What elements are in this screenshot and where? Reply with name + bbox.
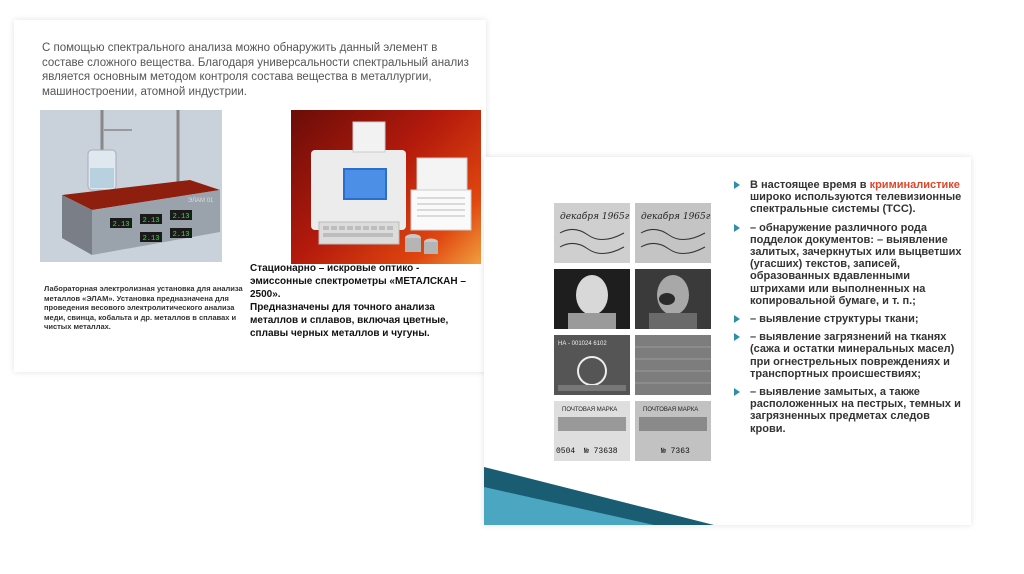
display-1: 2.13	[112, 221, 130, 229]
bullet-item-blood	[734, 386, 962, 435]
bullet2-text: – обнаружение различного рода подделок документов: – выявление залитых, зачеркнутых или выцветших (угасших) текстов, записей, образованных вдавленными штрихами или выполненных на копировальной бумаге, и т. п.;	[750, 221, 962, 307]
spectrometer-drawing	[291, 110, 481, 264]
electrolysis-setup-drawing	[40, 110, 222, 262]
banknote-label-1: ПОЧТОВАЯ МАРКА	[562, 407, 618, 413]
bullet-arrow-icon	[734, 224, 740, 232]
banknote-number-left2: № 73638	[584, 447, 618, 456]
texture-photo-1	[635, 335, 711, 395]
bullet1-text-before: В настоящее время в	[750, 179, 870, 191]
bullet-list	[734, 179, 962, 441]
document-photo-2	[635, 203, 711, 263]
intro-paragraph: С помощью спектрального анализа можно обнаружить данный элемент в составе сложного вещества. Благодаря универсальности спектральный анализ является основным методом контроля состава вещества в металлургии, машиностроении, атомной индустрии.	[42, 42, 469, 98]
document-photo-1	[554, 203, 630, 263]
bullet-arrow-icon	[734, 315, 740, 323]
bullet-arrow-icon	[734, 388, 740, 396]
bullet4-text: – выявление загрязнений на тканях (сажа и остатки минеральных масел) при огнестрельных повреждениях и транспортных происшествиях;	[750, 331, 955, 380]
lab-setup-caption: Лабораторная электролизная установка для анализа металлов «ЭЛАМ». Установка предназначена для проведения весового электролитического анализа меди, свинца, кобальта и др. металлов в сплавах и чистых металлах.	[44, 284, 243, 331]
display-3: 2.13	[172, 213, 190, 221]
banknote-photo-2	[635, 401, 711, 461]
bullet1-text-after: широко используются телевизионные спектральные системы (ТСС).	[750, 191, 962, 216]
banknote-number-left: 0504	[556, 447, 576, 456]
doc-handwriting-2: декабря 1965г	[641, 212, 711, 222]
display-5: 2.13	[172, 231, 190, 239]
banknote-label-2: ПОЧТОВАЯ МАРКА	[643, 407, 699, 413]
left-slide	[14, 20, 486, 372]
electrolysis-setup-photo	[40, 110, 222, 262]
display-4: 2.13	[142, 235, 160, 243]
bullet1-highlight: криминалистике	[869, 179, 960, 191]
spectrometer-caption-body: Предназначены для точного анализа металлов и сплавов, включая цветные, сплавы черных металлов и чугуны.	[250, 302, 449, 339]
stamp-top-text: НА - 001024 6102	[558, 341, 607, 347]
device-label: ЭЛАМ 01	[188, 198, 214, 204]
banknote-photo-1	[554, 401, 630, 461]
bullet-item-contamination	[734, 331, 962, 380]
right-slide	[484, 157, 971, 525]
bullet-arrow-icon	[734, 333, 740, 341]
bullet-item-forgery	[734, 222, 962, 307]
portrait-photo-1	[554, 269, 630, 329]
portrait-photo-2	[635, 269, 711, 329]
bullet-arrow-icon	[734, 181, 740, 189]
bullet3-text: – выявление структуры ткани;	[750, 313, 919, 326]
stamp-photo-1	[554, 335, 630, 395]
display-2: 2.13	[142, 217, 160, 225]
banknote-number-right: № 7363	[661, 447, 690, 456]
spectrometer-caption	[250, 262, 480, 340]
spectrometer-caption-title: Стационарно – искровые оптико - эмиссонные спектрометры «МЕТАЛСКАН –2500».	[250, 263, 466, 300]
bullet5-text: – выявление замытых, а также расположенных на пестрых, темных и загрязненных предметах следов крови.	[750, 386, 961, 435]
bullet-item-tss	[734, 179, 962, 216]
doc-handwriting-1: декабря 1965г	[560, 212, 630, 222]
bullet-item-fabric	[734, 313, 962, 325]
spectrometer-photo	[291, 110, 481, 264]
